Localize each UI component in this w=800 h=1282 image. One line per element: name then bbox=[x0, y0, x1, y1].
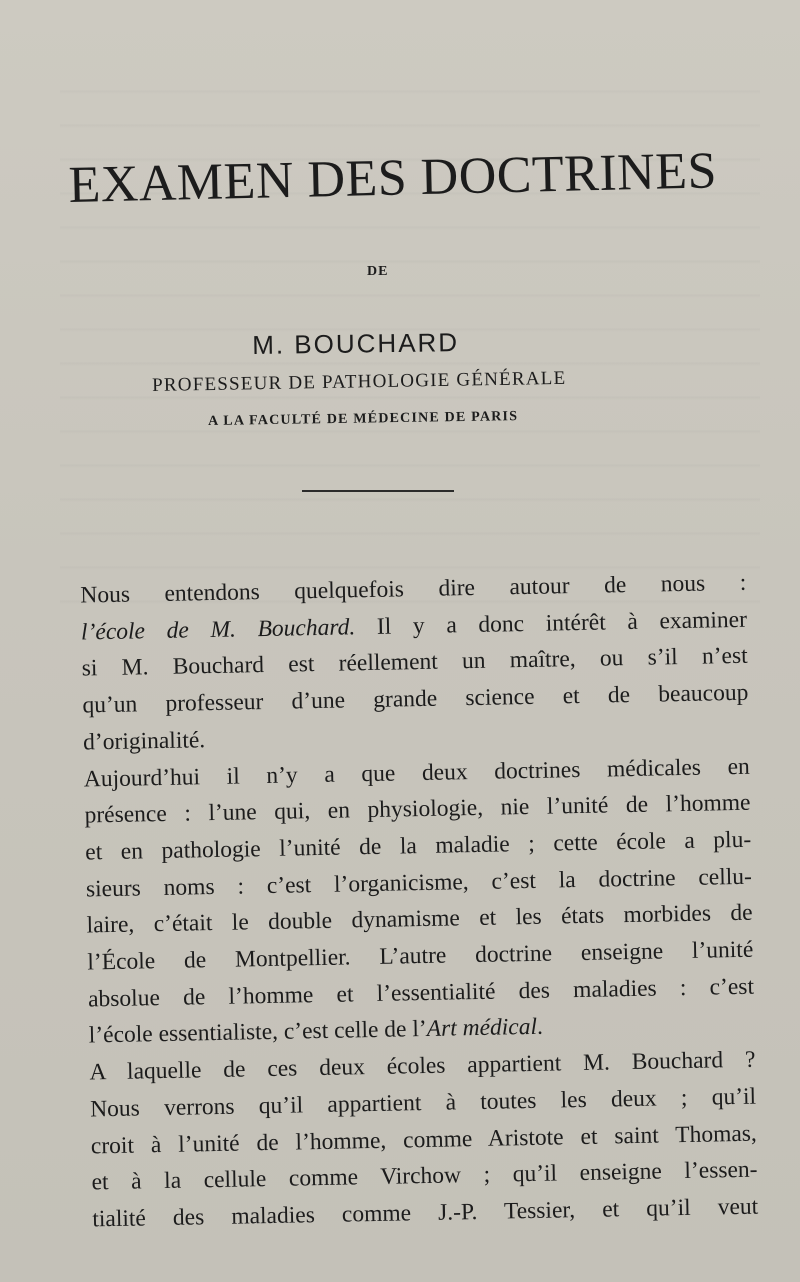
paragraph-3-line-3: croit à l’unité de l’homme, comme Aristote et saint Thomas, bbox=[90, 1120, 758, 1159]
paragraph-1-line-4: qu’un professeur d’une grande science et de beaucoup bbox=[82, 679, 749, 719]
paragraph-2-line-8-start: l’école essentialiste, c’est celle de l’ bbox=[88, 1016, 427, 1049]
author-institution: A LA FACULTÉ DE MÉDECINE DE PARIS bbox=[208, 409, 519, 429]
paragraph-2-line-6: l’École de Montpellier. L’autre doctrine enseigne l’unité bbox=[87, 936, 754, 976]
paragraph-2-line-3: et en pathologie l’unité de la maladie ; cette école a plu- bbox=[85, 826, 752, 866]
paragraph-3-line-4: et à la cellule comme Virchow ; qu’il enseigne l’essen- bbox=[91, 1156, 758, 1196]
paragraph-3 bbox=[65, 1042, 758, 1239]
paragraph-2-line-4: sieurs noms : c’est l’organicisme, c’est la doctrine cellu- bbox=[85, 863, 753, 903]
document-body bbox=[56, 565, 759, 1239]
paragraph-2-line-8-end: . bbox=[536, 1014, 544, 1041]
paragraph-3-line-5: tialité des maladies comme J.-P. Tessier, et qu’il veut bbox=[92, 1193, 759, 1233]
paragraph-2-line-7: absolue de l’homme et l’essentialité des maladies : c’est bbox=[87, 973, 755, 1013]
paragraph-1-line-5: d’originalité. bbox=[82, 726, 206, 756]
school-title-italic: l’école de M. Bouchard. bbox=[80, 613, 356, 646]
paragraph-2-line-2: présence : l’une qui, en physiologie, nie l’unité de l’homme bbox=[84, 789, 751, 829]
paragraph-1-line-3: si M. Bouchard est réellement un maître, ou s’il n’est bbox=[81, 643, 748, 682]
paragraph-1 bbox=[56, 565, 749, 762]
paragraph-3-line-1: A laquelle de ces deux écoles appartient M. Bouchard ? bbox=[89, 1046, 756, 1086]
paragraph-2-line-5: laire, c’était le double dynamisme et les états morbides de bbox=[86, 900, 753, 939]
paragraph-2 bbox=[60, 748, 756, 1055]
paragraph-1-line-2-rest: Il y a donc intérêt à examiner bbox=[354, 606, 748, 640]
paragraph-3-line-2: Nous verrons qu’il appartient à toutes les deux ; qu’il bbox=[89, 1083, 757, 1123]
author-name: M. BOUCHARD bbox=[252, 327, 460, 360]
art-medical-italic: Art médical bbox=[426, 1014, 538, 1043]
page-title: EXAMEN DES DOCTRINES bbox=[67, 142, 718, 214]
section-divider bbox=[302, 490, 454, 492]
subtitle-de: DE bbox=[367, 264, 389, 279]
author-position: PROFESSEUR DE PATHOLOGIE GÉNÉRALE bbox=[152, 367, 567, 396]
paragraph-1-line-1: Nous entendons quelquefois dire autour de nous : bbox=[80, 569, 747, 609]
paragraph-2-line-1: Aujourd’hui il n’y a que deux doctrines médicales en bbox=[83, 753, 750, 793]
